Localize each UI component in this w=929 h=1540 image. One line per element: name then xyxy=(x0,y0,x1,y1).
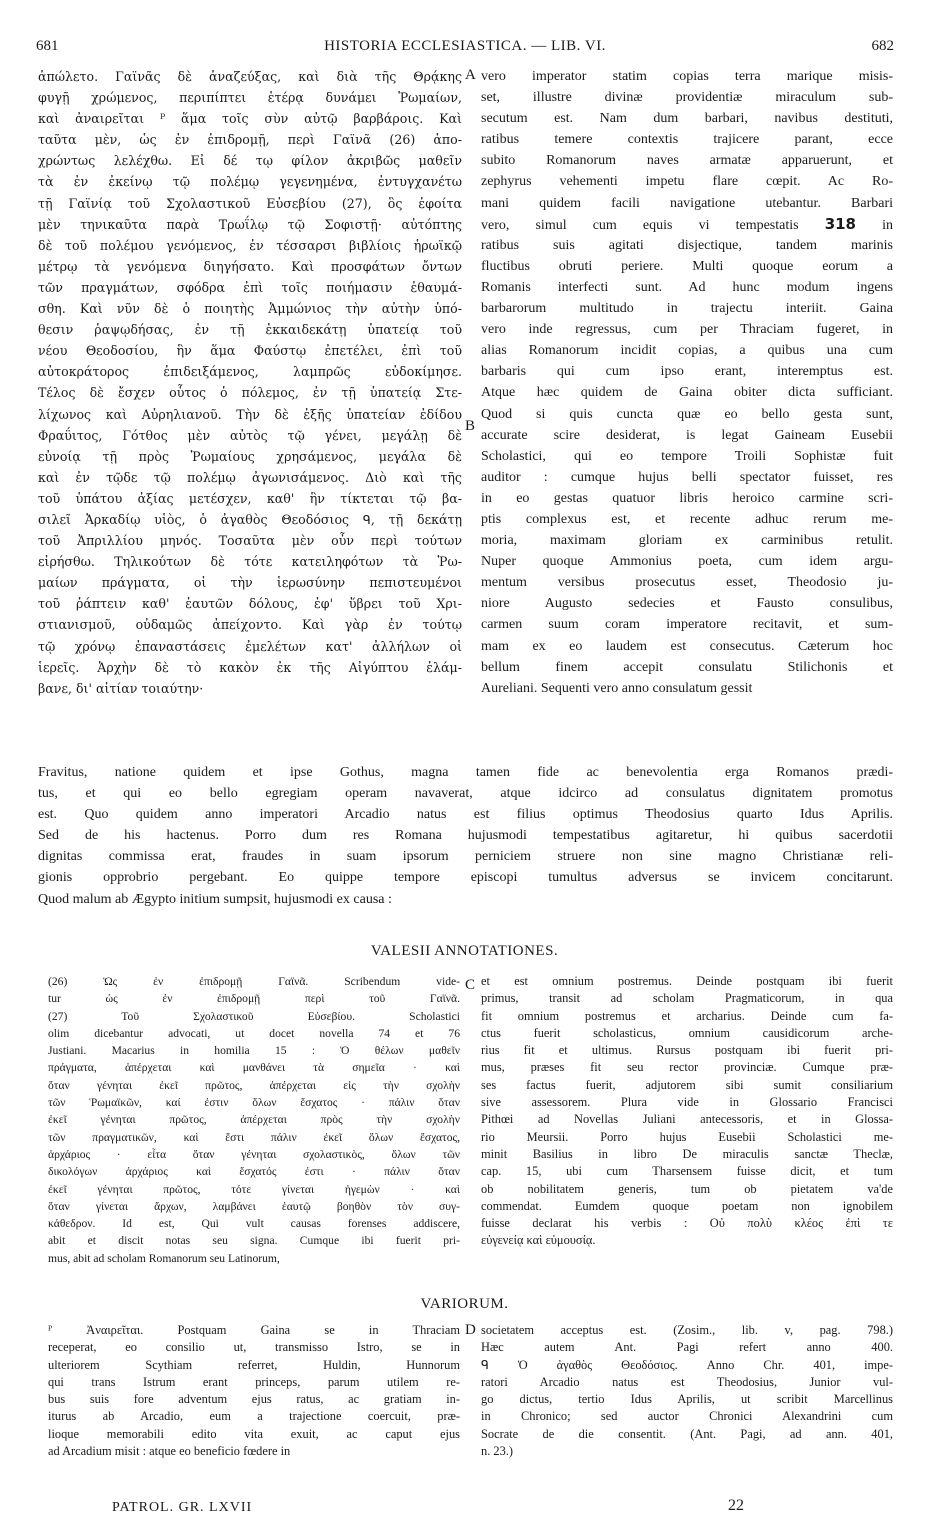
text-line: δικολόγων ἀρχάριος καὶ ἔσχατός ἐστι · πάλιν ὅταν xyxy=(48,1165,460,1179)
text-line: Aureliani. Sequenti vero anno consulatum gessit xyxy=(481,680,753,696)
text-line: ἐκεῖ γένηται πρῶτος, τότε γίνεται ἡγεμὼν · καὶ xyxy=(48,1182,460,1196)
text-line: τὰ ἐν ἐκείνῳ τῷ πολέμῳ γεγενημένα, ἐντυγχανέτω xyxy=(38,174,462,190)
text-line: abit et discit notas seu signa. Cumque ibi fuerit pri- xyxy=(48,1234,460,1248)
text-line: Quod si quis cuncta quæ eo bello gesta sunt, xyxy=(481,406,893,422)
text-line: χρώντως λελέχθω. Εἰ δέ τῳ φίλον ἀκριβῶς μαθεῖν xyxy=(38,153,462,169)
text-line: bus suis fore adventum ejus ratus, ac gratiam in- xyxy=(48,1392,460,1407)
text-line: lioque memorabili edito vita exuit, ac caput ejus xyxy=(48,1426,460,1441)
text-line: θεσιν ῥαψῳδήσας, ἐν τῇ ἑκκαιδεκάτῃ ὑπατείᾳ τοῦ xyxy=(38,322,462,338)
text-line: tus, et qui eo bello egregiam operam navaverat, atque idcirco ad consulatus dignitatem promotus xyxy=(38,786,893,802)
text-line: mus, præses fit seu rector provinciæ. Cumque præ- xyxy=(481,1060,893,1075)
text-line: ulteriorem Scythiam referret, Huldin, Hunnorum xyxy=(48,1357,460,1372)
text-line: νέου Θεοδοσίου, ἣν ἅμα Φαύστῳ ἐπετέλει, ἐπὶ τοῦ xyxy=(38,343,462,359)
text-line: rius fit et ultimus. Rursus postquam ibi fuerit pri- xyxy=(481,1043,893,1058)
text-line: iturus ab Arcadio, eum a trajectione coercuit, præ- xyxy=(48,1409,460,1424)
text-line: λίχωνος καὶ Αὐρηλιανοῦ. Τὴν δὲ ἑξῆς ὑπατείαν ἐδίδου xyxy=(38,406,462,422)
text-line: (27) Τοῦ Σχολαστικοῦ Εὐσεβίου. Scholastici xyxy=(48,1009,460,1023)
valesii-title: VALESII ANNOTATIONES. xyxy=(370,943,559,959)
text-line: ἀρχάριος · εἶτα ὅταν γένηται σχολαστικὸς, ὅλων τῶν xyxy=(48,1147,460,1161)
text-line: secutum est. Nam dum barbari, navibus destituti, xyxy=(481,111,893,127)
text-line: πράγματα, ἀπέρχεται καὶ μανθάνει τὰ σημεῖα · καὶ xyxy=(48,1061,460,1075)
text-line: moria, maximam gloriam ex carminibus retulit. xyxy=(481,533,893,549)
text-line: καὶ ἀναιρεῖται ᴾ ἅμα τοῖς σὺν αὐτῷ βαρβάροις. Καὶ xyxy=(38,111,462,127)
text-line: accurate scire desiderat, is legat Gaineam Eusebii xyxy=(481,427,893,443)
page-number-left: 681 xyxy=(36,38,59,54)
text-line: ᴾ Ἀναιρεῖται. Postquam Gaina se in Thraciam xyxy=(48,1323,460,1337)
text-line: αὐτοκράτορος ἐπιδειξάμενος, λαμπρῶς εὐδοκίμησε. xyxy=(38,364,462,380)
text-line: gionis opprobrio pergebant. Eo quippe tempore episcopi tumultus adversus se invicem concitarunt. xyxy=(38,870,893,886)
footer-signature: 22 xyxy=(728,1497,744,1514)
text-line: auditor : cumque hujus belli spectator fuisset, res xyxy=(481,469,893,485)
variorum-title: VARIORUM. xyxy=(420,1296,509,1312)
text-line: τῶν Ῥωμαϊκῶν, καί ἐστιν ὅλων ἔσχατος · πάλιν ὅταν xyxy=(48,1096,460,1110)
text-line: mam ex eo laudem est consecutus. Cæterum hoc xyxy=(481,638,893,654)
text-line: δὲ τοῦ πολέμου γενόμενος, ἐν τέσσαρσι βιβλίοις ἡρωϊκῷ xyxy=(38,237,462,253)
valesii-notes-left xyxy=(48,973,460,1267)
text-line: Τέλος δὲ ἔσχεν οὗτος ὁ πόλεμος, ἐν τῇ ὑπατείᾳ Στε- xyxy=(38,385,462,401)
text-line: set, illustre divinæ providentiæ miraculum sub- xyxy=(481,90,893,106)
text-line: mentum versibus prosecutus esset, Theodosio ju- xyxy=(481,575,893,591)
text-line: μαίων πράγματα, οἱ τὴν ἱερωσύνην πεπιστευμένοι xyxy=(38,575,462,591)
text-line: Atque hæc quidem de Gaina obiter dicta sufficiant. xyxy=(481,385,893,401)
text-line: sive assessorem. Plura vide in Glossario Francisci xyxy=(481,1095,893,1110)
text-line: niore Augusto sedecies et Fausto consulibus, xyxy=(481,596,893,612)
text-line: ὅταν γίνεται ἄρχων, λαμβάνει ἑαυτῷ βοηθὸν τὸν συγ- xyxy=(48,1199,460,1213)
text-line: Φραΰιτος, Γότθος μὲν αὐτὸς τῷ γένει, μεγάλῃ δὲ xyxy=(38,427,462,443)
text-line: κάθεδρον. Id est, Qui vult causas forenses addiscere, xyxy=(48,1217,460,1231)
text-line: τῇ Γαϊνίᾳ τοῦ Σχολαστικοῦ Εὐσεβίου (27), ὃς ἐφοίτα xyxy=(38,195,462,211)
text-line: Nuper quoque Ammonius poeta, cum idem argu- xyxy=(481,554,893,570)
text-line: καὶ ἐν τῷδε τῷ πολέμῳ ἀγωνισάμενος. Διὸ καὶ τῆς xyxy=(38,469,462,485)
valesii-notes-right xyxy=(481,973,893,1250)
text-line: vero imperator statim copias terra marique misis- xyxy=(481,69,893,84)
text-line: Pithœi ad Novellas Juliani antecessoris, et in Glossa- xyxy=(481,1112,893,1127)
text-line: qui trans Istrum erant princeps, parum utilem re- xyxy=(48,1374,460,1389)
text-line: ctus fuerit scholasticus, omnium causidicorum arche- xyxy=(481,1025,893,1040)
footer-patrologia: PATROL. GR. LXVII xyxy=(112,1500,253,1515)
text-line: μὲν τηνικαῦτα παρὰ Τρωΐλῳ τῷ Σοφιστῇ· αὐτόπτης xyxy=(38,216,462,232)
text-line: mus, abit ad scholam Romanorum seu Latinorum, xyxy=(48,1251,280,1265)
text-line: ratori Arcadio natus est Theodosius, Junior vul- xyxy=(481,1374,893,1389)
text-line: Hæc autem Ant. Pagi refert anno 400. xyxy=(481,1340,893,1355)
text-line: ratibus suis agitati disjectique, tandem marinis xyxy=(481,237,893,253)
text-line: dignitas commissa erat, fraudes in suam ipsorum perniciem struere non sine magno Christianæ reli- xyxy=(38,849,893,865)
line-tail: in xyxy=(856,217,893,233)
text-line: μέτρῳ τὰ γενόμενα διηγήσατο. Καὶ προσφάτων ὄντων xyxy=(38,258,462,274)
text-line: carmen suum coram imperatore recitavit, et sum- xyxy=(481,617,893,633)
text-line: fuisse declarat his verbis : Οὐ πολὺ κλέος ἐπὶ τε xyxy=(481,1216,893,1231)
text-line: Fravitus, natione quidem et ipse Gothus, magna tamen fide ac benevolentia erga Romanos prædi- xyxy=(38,765,893,780)
text-line: εἰρήσθω. Τηλικούτων δὲ τότε κατειληφότων τὰ Ῥω- xyxy=(38,554,462,570)
text-line: (26) Ὡς ἐν ἐπιδρομῇ Γαϊνᾶ. Scribendum vide- xyxy=(48,975,460,988)
full-width-latin xyxy=(38,762,893,910)
text-line: ὅταν γένηται ἐκεῖ πρῶτος, ἀπέρχεται εἰς τὴν σχολὴν xyxy=(48,1078,460,1092)
margin-marker-d: D xyxy=(465,1322,476,1338)
text-line: τοῦ ὑπάτου ἀξίας μετέσχεν, καθ' ἣν τίκτεται τῷ βα- xyxy=(38,490,462,506)
text-line: ob nobilitatem generis, tum ob pietatem va'de xyxy=(481,1181,893,1196)
text-line: ᑫ Ὁ ἀγαθὸς Θεοδόσιος. Anno Chr. 401, impe- xyxy=(481,1357,893,1372)
variorum-notes-right xyxy=(481,1322,893,1460)
text-line: τῶν πραγμάτων, σφόδρα ἐπὶ τοῖς ποιήμασιν ἐθαυμά- xyxy=(38,279,462,295)
variorum-notes-left xyxy=(48,1322,460,1460)
text-line: Quod malum ab Ægypto initium sumpsit, hujusmodi ex causa : xyxy=(38,891,392,907)
text-line: vero inde regressus, cum per Thraciam fugeret, in xyxy=(481,322,893,338)
text-line: rio Meursii. Porro hujus Eusebii Scholastici me- xyxy=(481,1129,893,1144)
text-line: fluctibus obruti periere. Multi quoque eorum a xyxy=(481,258,893,274)
text-line: bellum finem accepit consulatu Stilichonis et xyxy=(481,659,893,675)
margin-marker-a: A xyxy=(465,67,476,83)
text-line: σθη. Καὶ νῦν δὲ ὁ ποιητὴς Ἀμμώνιος τὴν αὐτὴν ὑπό- xyxy=(38,301,462,317)
text-line: cap. 15, ubi cum Tharsensem fuisse dicit, et tum xyxy=(481,1164,893,1179)
page-number-right: 682 xyxy=(871,38,894,54)
text-line: primus, transit ad scholam Pragmaticorum, in qua xyxy=(481,991,893,1006)
margin-marker-b: B xyxy=(465,418,476,434)
running-title: HISTORIA ECCLESIASTICA. — LIB. VI. xyxy=(324,38,606,54)
text-line: εὐνοίᾳ τῇ πρὸς Ῥωμαίους χρησάμενος, μεγάλα δὲ xyxy=(38,448,462,464)
text-line: zephyrus vehementi impetu flare cœpit. Ac Ro- xyxy=(481,174,893,190)
text-line: mani quidem facili navigatione utebantur. Barbari xyxy=(481,195,893,211)
text-line: in eo gestas quatuor libris heroico carmine scri- xyxy=(481,490,893,506)
text-line: ταῦτα μὲν, ὡς ἐν ἐπιδρομῇ, περὶ Γαϊνᾶ (26) ἀπο- xyxy=(38,132,462,148)
page-header xyxy=(36,38,894,58)
text-line: n. 23.) xyxy=(481,1444,514,1459)
text-line: Sed de his hactenus. Porro dum res Romana hujusmodi tempestatibus agitaretur, hi quibus sacerdotii xyxy=(38,828,893,844)
greek-text-column xyxy=(38,66,462,699)
text-line: et est omnium postremus. Deinde postquam ibi fuerit xyxy=(481,974,893,988)
text-line: est. Quo quidem anno imperatori Arcadio natus est filius optimus Theodosius quarto Idus Aprilis. xyxy=(38,807,893,823)
text-line: Socrate de die consentit. (Ant. Pagi, ad ann. 401, xyxy=(481,1426,893,1441)
text-line: commendat. Eumdem quoque poetam non ignobilem xyxy=(481,1198,893,1213)
text-line: receperat, eo consilio ut, transmisso Istro, se in xyxy=(48,1340,460,1355)
text-line: ad Arcadium misit : atque eo beneficio fœdere in xyxy=(48,1444,291,1459)
text-line: τοῦ Ἀπριλλίου μηνός. Τοσαῦτα μὲν οὖν περὶ τούτων xyxy=(38,533,462,549)
text-line: τῷ χρόνῳ ἐπαναστάσεις ἐμελέτων κατ' ἀλλήλων οἱ xyxy=(38,638,462,654)
text-line: φυγῇ χρώμενος, περιπίπτει ἑτέρᾳ δυνάμει Ῥωμαίων, xyxy=(38,90,462,106)
text-line: alias Romanorum incidit copias, a quibus una cum xyxy=(481,343,893,359)
text-line: societatem acceptus est. (Zosim., lib. v, pag. 798.) xyxy=(481,1323,893,1337)
text-line: vero, simul cum equis vi tempestatis 318 in xyxy=(481,214,893,233)
column-number: 318 xyxy=(824,214,856,233)
text-line: ἀπώλετο. Γαϊνᾶς δὲ ἀναζεύξας, καὶ διὰ τῆς Θρᾴκης xyxy=(38,69,462,84)
text-line: minit Basilius in libro De miraculis sanctæ Theclæ, xyxy=(481,1146,893,1161)
text-line: τοῦ ῥάπτειν καθ' ἑαυτῶν δόλους, ἐφ' ὕβρει τοῦ Χρι- xyxy=(38,596,462,612)
text-line: τῶν πραγματικῶν, καὶ ἔστι πάλιν ἐκεῖ ὅλων ἔσχατος, xyxy=(48,1130,460,1144)
text-line: barbarorum multitudo in trajectu interiit. Gaina xyxy=(481,301,893,317)
text-line: Romanis interfecti sunt. Ad hunc modum ingens xyxy=(481,279,893,295)
text-line: σιλεῖ Ἀρκαδίῳ υἱὸς, ὁ ἀγαθὸς Θεοδόσιος ᑫ, τῇ δεκάτῃ xyxy=(38,511,462,527)
margin-marker-c: C xyxy=(465,977,476,993)
text-line: ἱερεῖς. Ἀρχὴν δὲ τὸ κακὸν ἐκ τῆς Αἰγύπτου ἐλάμ- xyxy=(38,659,462,675)
text-line: βανε, δι' αἰτίαν τοιαύτην· xyxy=(38,680,204,696)
text-line: ratibus temere contextis trajicere parant, ecce xyxy=(481,132,893,148)
text-line: στιανισμοῦ, οὐδαμῶς ἀπείχοντο. Καὶ γὰρ ἐν τούτῳ xyxy=(38,617,462,633)
text-line: Scholastici, qui eo tempore Troili Sophistæ fuit xyxy=(481,448,893,464)
text-line: ἐκεῖ γένηται πρῶτος, ἀπέρχεται πρὸς τὴν σχολὴν xyxy=(48,1113,460,1127)
text-line: Justiani. Macarius in homilia 15 : Ὁ θέλων μαθεῖν xyxy=(48,1044,460,1058)
text-line: ses factus fuerit, adjutorem sibi sumit consiliarium xyxy=(481,1077,893,1092)
latin-text-column xyxy=(481,66,893,699)
text-line: barbaris qui cum ipso erant, interemptus est. xyxy=(481,364,893,380)
text-line: subito Romanorum naves armatæ apparuerunt, et xyxy=(481,153,893,169)
text-line: fit omnium postremus et archarius. Deinde cum fa- xyxy=(481,1008,893,1023)
text-line: tur ὡς ἐν ἐπιδρομῇ περὶ τοῦ Γαϊνᾶ. xyxy=(48,992,460,1006)
text-line: olim dicebantur advocati, ut docet novella 74 et 76 xyxy=(48,1026,460,1040)
text-line: go dictus, tertio Idus Aprilis, ut scribit Marcellinus xyxy=(481,1392,893,1407)
text-line: εὐγενείᾳ καὶ εὐμουσίᾳ. xyxy=(481,1233,596,1248)
text-line: in Chronico; sed auctor Chronici Alexandrini cum xyxy=(481,1409,893,1424)
text-line: ptis complexus est, et recente adhuc rerum me- xyxy=(481,511,893,527)
